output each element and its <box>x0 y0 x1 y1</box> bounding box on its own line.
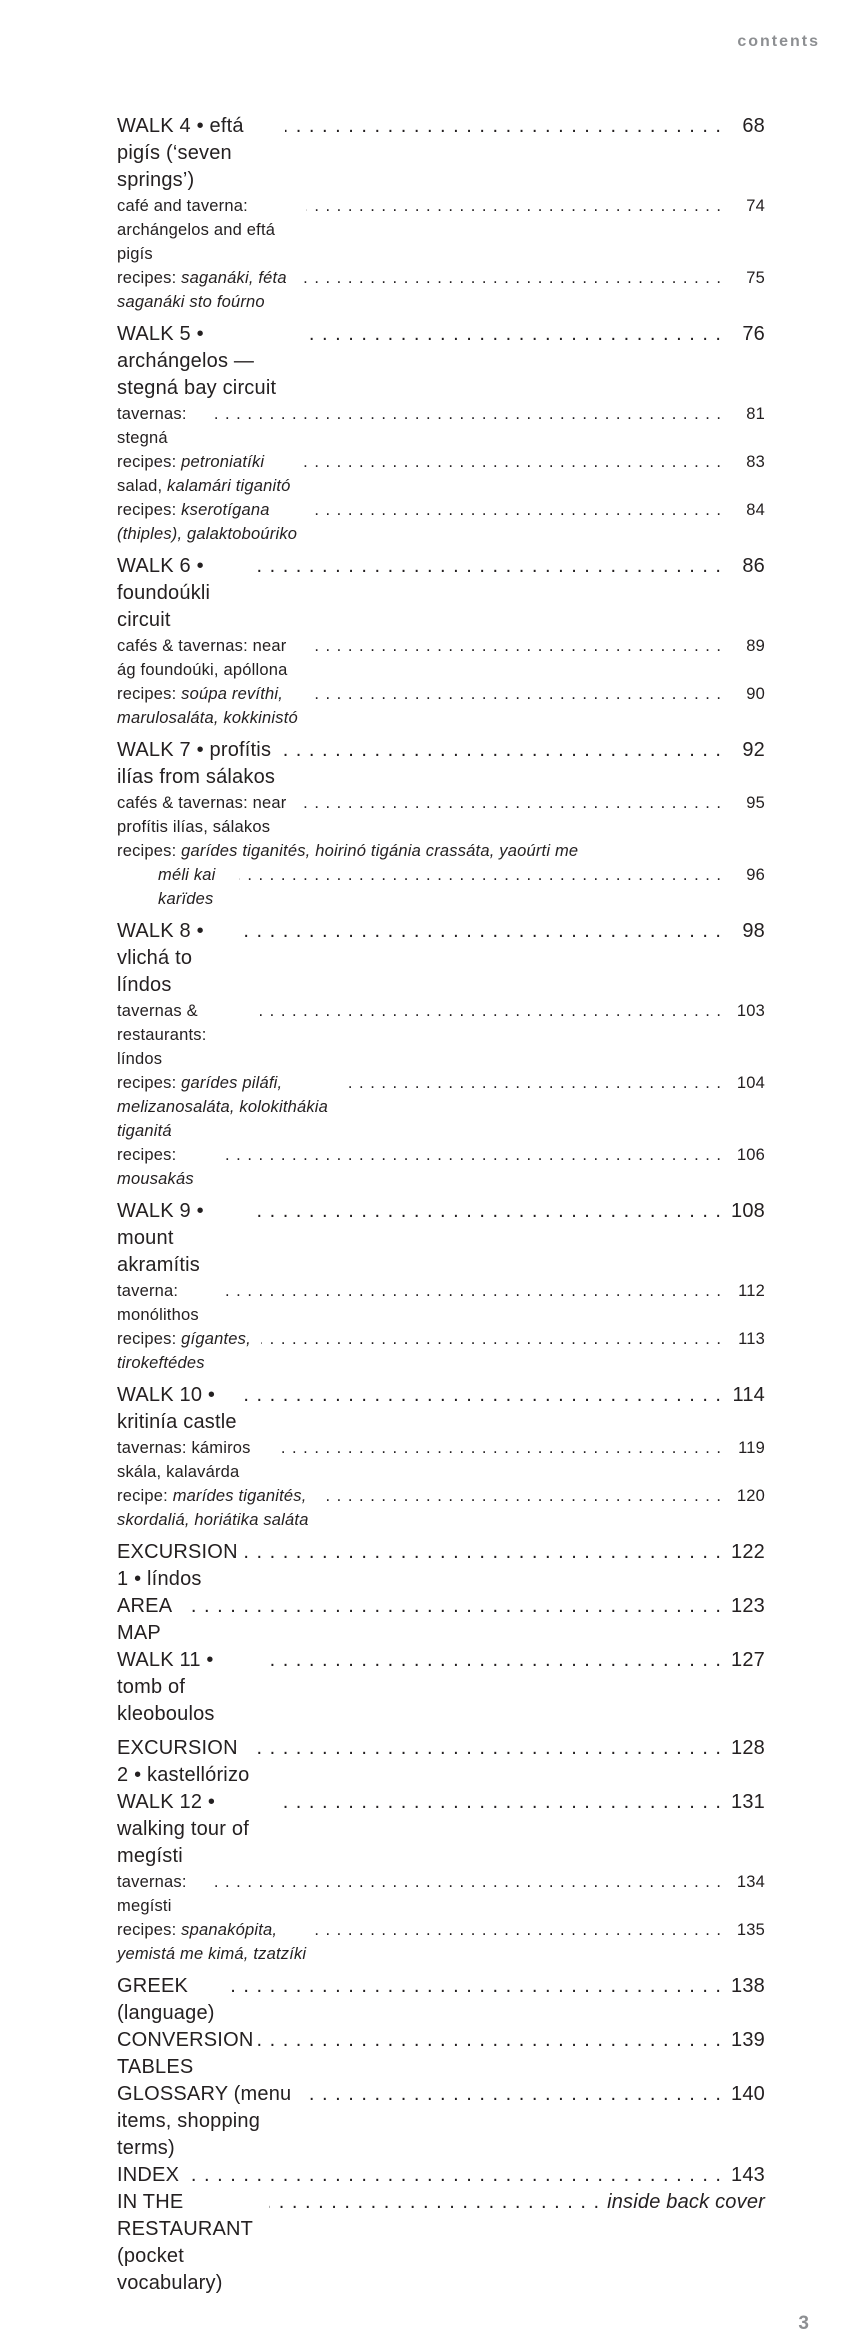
toc-entry-label <box>117 553 247 634</box>
toc-group <box>117 1973 765 2297</box>
toc-page-number: 134 <box>736 1873 765 1891</box>
toc-row <box>117 113 765 194</box>
toc-row <box>117 791 765 839</box>
toc-page-number: 135 <box>736 1921 765 1939</box>
toc-entry-label <box>117 1789 272 1870</box>
toc-entry-label <box>117 1071 338 1143</box>
toc-page-number: 120 <box>736 1487 765 1505</box>
dot-leader <box>285 113 722 140</box>
toc-row <box>117 999 765 1071</box>
toc-entry-text: tavernas: stegná <box>117 405 192 447</box>
toc-entry-label <box>117 1735 253 1789</box>
toc-row <box>117 266 765 314</box>
toc-entry-text: IN THE RESTAURANT (pocket vocabulary) <box>117 2191 259 2294</box>
toc-entry-text: taverna: monólithos <box>117 1282 199 1324</box>
toc-row <box>117 1539 765 1593</box>
toc-group <box>117 321 765 546</box>
toc-entry-text: WALK 8 • vlichá to líndos <box>117 920 210 996</box>
dot-leader <box>207 402 722 426</box>
toc-page-number: 75 <box>746 269 765 287</box>
toc-row <box>117 1279 765 1327</box>
toc-page-number: 139 <box>731 2029 765 2051</box>
toc-entry-text: WALK 12 • walking tour of megísti <box>117 1791 255 1867</box>
toc-entry-label <box>117 1327 256 1375</box>
dot-leader <box>249 1198 722 1225</box>
toc-entry-label <box>117 1382 238 1436</box>
toc-row <box>117 2027 765 2081</box>
toc-entry-italic-text: mousakás <box>117 1170 194 1188</box>
toc-page-number: inside back cover <box>607 2191 765 2213</box>
dot-leader <box>220 1279 722 1303</box>
toc-entry-label <box>117 634 305 682</box>
dot-leader <box>184 2162 722 2189</box>
toc-entry-text: cafés & tavernas: near ág foundoúki, apóllona <box>117 637 292 679</box>
toc-entry-label <box>117 1484 320 1532</box>
toc-page-number: 84 <box>746 501 765 519</box>
toc-page-number: 98 <box>742 920 765 942</box>
toc-entry-label <box>117 321 302 402</box>
toc-entry-text: WALK 10 • kritinía castle <box>117 1384 237 1433</box>
toc-entry-label <box>117 1973 216 2027</box>
toc-row <box>117 1143 765 1191</box>
toc-page-number: 81 <box>746 405 765 423</box>
toc-row <box>117 918 765 999</box>
toc-page-number: 138 <box>731 1975 765 1997</box>
dot-leader <box>276 1436 722 1460</box>
toc-entry-text: recipes: <box>117 685 182 703</box>
toc-entry-text: WALK 6 • foundoúkli circuit <box>117 555 216 631</box>
dot-leader <box>258 1735 722 1762</box>
dot-leader <box>239 863 722 887</box>
toc-page-number: 74 <box>746 197 765 215</box>
toc-group <box>117 553 765 730</box>
toc-entry-label <box>117 1143 212 1191</box>
toc-entry-text: WALK 5 • archángelos — stegná bay circuit <box>117 323 277 399</box>
toc-row <box>117 1327 765 1375</box>
toc-entry-label <box>117 839 578 863</box>
page-title: contents <box>737 33 820 50</box>
dot-leader <box>310 634 722 658</box>
toc-entry-label <box>117 1647 259 1728</box>
toc-page-number: 104 <box>736 1074 765 1092</box>
dot-leader <box>264 1647 722 1674</box>
toc-entry-text: tavernas & restaurants: líndos <box>117 1002 212 1068</box>
toc-page-number: 68 <box>742 115 765 137</box>
toc-entry-italic-text: garídes piláfi, melizanosaláta, kolokithákia tiganitá <box>117 1074 333 1140</box>
toc-page-number: 119 <box>738 1439 765 1457</box>
toc-row <box>117 194 765 266</box>
dot-leader <box>210 1870 722 1894</box>
dot-leader <box>221 1973 722 2000</box>
toc-entry-label <box>117 918 240 999</box>
folio-page-number: 3 <box>798 2313 809 2334</box>
dot-leader <box>277 1789 722 1816</box>
toc-entry-label <box>117 682 308 730</box>
toc-row <box>117 1436 765 1484</box>
dot-leader <box>303 450 722 474</box>
toc-row <box>117 553 765 634</box>
dot-leader <box>313 682 722 706</box>
toc-entry-text: salad, <box>117 453 270 495</box>
toc-entry-text: café and taverna: archángelos and eftá pigís <box>117 197 280 263</box>
toc-entry-text: WALK 7 • profítis ilías from sálakos <box>117 739 277 788</box>
toc-row <box>117 1870 765 1918</box>
toc-entry-label <box>117 1539 244 1593</box>
dot-leader <box>306 194 722 218</box>
toc-entry-text: WALK 4 • eftá pigís (‘seven springs’) <box>117 115 250 191</box>
toc-entry-text: GREEK (language) <box>117 1975 215 2024</box>
toc-page-number: 96 <box>746 866 765 884</box>
toc-entry-text: GLOSSARY (menu items, shopping terms) <box>117 2083 298 2159</box>
toc-group <box>117 1198 765 1375</box>
toc-page-number: 128 <box>731 1737 765 1759</box>
toc-page-number: 131 <box>731 1791 765 1813</box>
toc-group <box>117 737 765 911</box>
toc-group <box>117 1735 765 1966</box>
toc-entry-text: INDEX <box>117 2164 180 2186</box>
toc-entry-italic-text: spanakópita, yemistá me kimá, tzatzíki <box>117 1921 307 1963</box>
toc-row <box>117 1484 765 1532</box>
toc-entry-label <box>117 194 301 266</box>
toc-row <box>117 450 765 498</box>
toc-group <box>117 113 765 314</box>
toc-row <box>117 1647 765 1728</box>
toc-entry-label <box>117 999 255 1071</box>
toc-entry-label <box>117 2027 259 2081</box>
toc-entry-text: CONVERSION TABLES <box>117 2029 259 2078</box>
toc-page-number: 127 <box>731 1649 765 1671</box>
toc-entry-label <box>117 266 297 314</box>
toc-row <box>117 634 765 682</box>
toc-entry-label <box>117 791 299 839</box>
toc-entry-italic-text: kalamári tiganitó <box>167 477 291 495</box>
toc-entry-label <box>117 402 202 450</box>
toc-page-number: 122 <box>731 1541 765 1563</box>
toc-group <box>117 1539 765 1728</box>
dot-leader <box>185 1593 722 1620</box>
toc-row <box>117 1071 765 1143</box>
toc-entry-text: EXCURSION 2 • kastellórizo <box>117 1737 250 1786</box>
toc-page-number: 76 <box>742 323 765 345</box>
toc-page-number: 114 <box>732 1384 765 1406</box>
toc-entry-label <box>117 1918 309 1966</box>
toc-page-number: 89 <box>746 637 765 655</box>
toc-entry-label <box>117 863 234 911</box>
toc-entry-italic-text: kserotígana (thiples), galaktoboúriko <box>117 501 298 543</box>
toc-entry-italic-text: méli kai karïdes <box>158 866 221 908</box>
toc-group <box>117 918 765 1191</box>
dot-leader <box>281 737 722 764</box>
toc-page-number: 86 <box>742 555 765 577</box>
toc-entry-text: recipes: <box>117 842 182 860</box>
dot-leader <box>314 1918 722 1942</box>
toc-row <box>117 2162 765 2189</box>
toc-entry-italic-text: garídes tiganités, hoirinó tigánia crassáta, yaoúrti me <box>181 842 579 860</box>
dot-leader <box>269 2189 600 2216</box>
toc-entry-text: recipes: <box>117 453 182 471</box>
dot-leader <box>217 1143 722 1167</box>
toc-entry-text: WALK 9 • mount akramítis <box>117 1200 210 1276</box>
toc-page-number: 92 <box>742 739 765 761</box>
toc-entry-text: recipes: <box>117 1921 182 1939</box>
toc-entry-label <box>117 737 276 791</box>
toc-row <box>117 1735 765 1789</box>
toc-row <box>117 863 765 911</box>
toc-row <box>117 2081 765 2162</box>
dot-leader <box>307 321 722 348</box>
dot-leader <box>252 553 722 580</box>
toc-page-number: 106 <box>736 1146 765 1164</box>
toc-page-number: 140 <box>731 2083 765 2105</box>
dot-leader <box>261 1327 722 1351</box>
toc-page-number: 103 <box>736 1002 765 1020</box>
toc-row <box>117 682 765 730</box>
toc-entry-label <box>117 1870 205 1918</box>
toc-row <box>117 1198 765 1279</box>
toc-page-number: 108 <box>731 1200 765 1222</box>
toc-entry-italic-text: saganáki, féta saganáki sto foúrno <box>117 269 292 311</box>
dot-leader <box>243 1382 722 1409</box>
toc-entry-italic-text: petroniatíki <box>181 453 265 471</box>
toc-entry-label <box>117 1198 244 1279</box>
toc-entry-text: tavernas: megísti <box>117 1873 192 1915</box>
dot-leader <box>308 498 722 522</box>
toc-entry-text: WALK 11 • tomb of kleoboulos <box>117 1649 220 1725</box>
toc-page-number: 95 <box>746 794 765 812</box>
toc-entry-text: recipe: <box>117 1487 173 1505</box>
toc-entry-label <box>117 450 298 498</box>
dot-leader <box>302 266 722 290</box>
dot-leader <box>343 1071 722 1095</box>
toc-entry-label <box>117 1593 180 1647</box>
dot-leader <box>260 999 722 1023</box>
toc-row <box>117 402 765 450</box>
toc-entry-text: recipes: <box>117 501 182 519</box>
toc-row <box>117 2189 765 2297</box>
toc-entry-label <box>117 2189 264 2297</box>
dot-leader <box>243 1539 722 1566</box>
dot-leader <box>245 918 722 945</box>
toc-entry-text: recipes: <box>117 1146 182 1164</box>
dot-leader <box>304 2081 722 2108</box>
toc-entry-italic-text: marídes tiganités, skordaliá, horiátika saláta <box>117 1487 312 1529</box>
toc-row <box>117 737 765 791</box>
toc-page-number: 90 <box>746 685 765 703</box>
toc-entry-label <box>117 498 303 546</box>
dot-leader <box>304 791 722 815</box>
toc-entry-text: EXCURSION 1 • líndos <box>117 1541 244 1590</box>
toc-row <box>117 321 765 402</box>
toc-entry-text: recipes: <box>117 269 182 287</box>
toc-entry-text: recipes: <box>117 1074 182 1092</box>
toc-page-number: 112 <box>738 1282 765 1300</box>
toc-list <box>117 113 765 2297</box>
toc-entry-italic-text: gígantes, tirokeftédes <box>117 1330 256 1372</box>
toc-entry-label <box>117 1436 271 1484</box>
toc-row <box>117 1973 765 2027</box>
toc-page-number: 83 <box>746 453 765 471</box>
toc-row <box>117 1918 765 1966</box>
toc-row <box>117 1789 765 1870</box>
toc-row <box>117 1382 765 1436</box>
toc-page-number: 113 <box>738 1330 765 1348</box>
toc-entry-text: tavernas: kámiros skála, kalavárda <box>117 1439 256 1481</box>
toc-row <box>117 839 765 863</box>
toc-row <box>117 1593 765 1647</box>
toc-page-number: 123 <box>731 1595 765 1617</box>
toc-group <box>117 1382 765 1532</box>
dot-leader <box>258 2027 722 2054</box>
toc-entry-label <box>117 2162 179 2189</box>
toc-page-number: 143 <box>731 2164 765 2186</box>
toc-entry-label <box>117 1279 215 1327</box>
toc-entry-text: AREA MAP <box>117 1595 177 1644</box>
dot-leader <box>325 1484 722 1508</box>
toc-entry-italic-text: soúpa revíthi, marulosaláta, kokkinistó <box>117 685 298 727</box>
toc-entry-text: cafés & tavernas: near profítis ilías, sálakos <box>117 794 292 836</box>
toc-entry-label <box>117 2081 299 2162</box>
toc-row <box>117 498 765 546</box>
toc-entry-label <box>117 113 280 194</box>
toc-entry-text: recipes: <box>117 1330 182 1348</box>
